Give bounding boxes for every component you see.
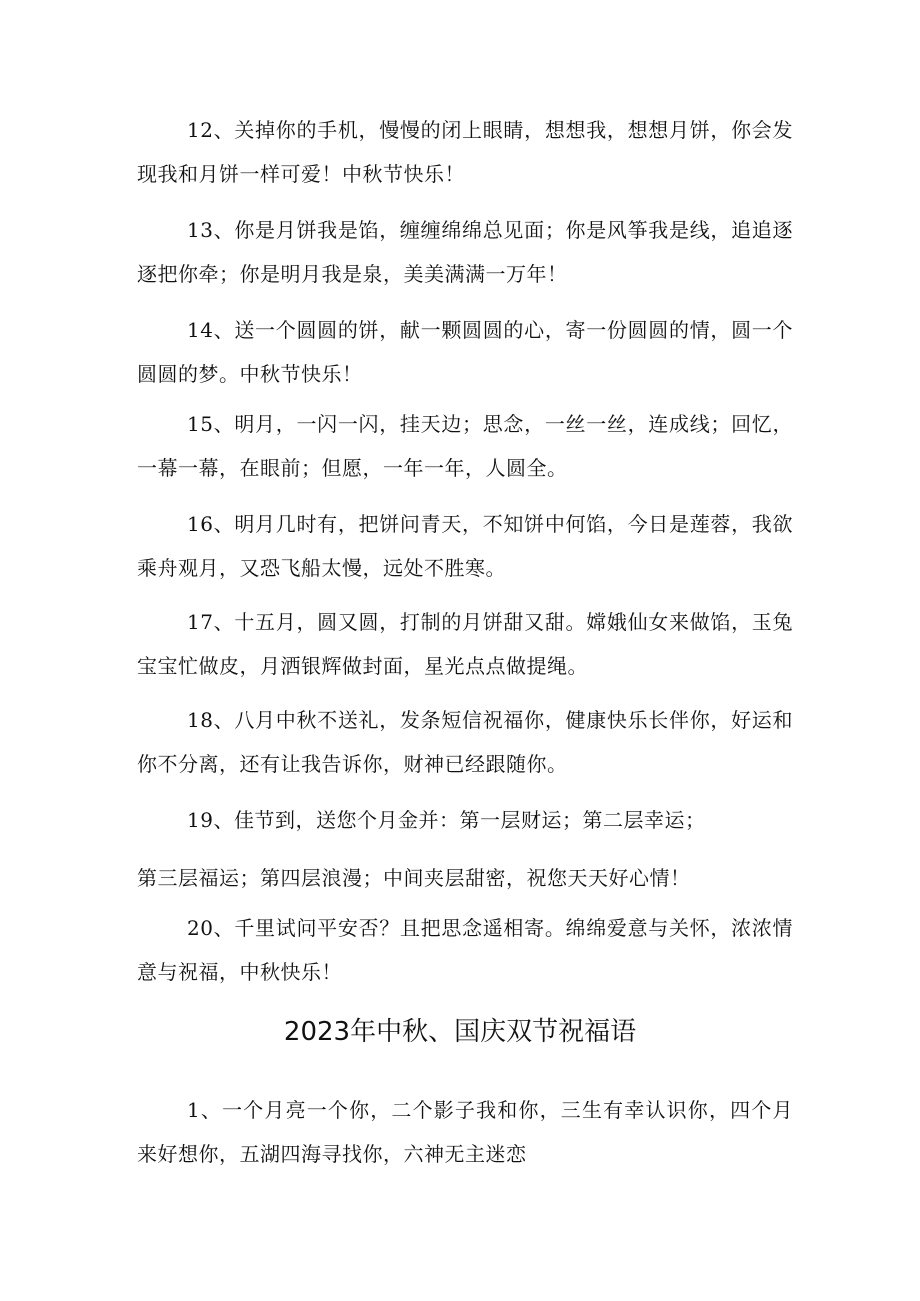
- paragraph-14: 14、送一个圆圆的饼，献一颗圆圆的心，寄一份圆圆的情，圆一个圆圆的梦。中秋节快乐！: [137, 318, 793, 386]
- section-paragraph-1: 1、一个月亮一个你，二个影子我和你，三生有幸认识你，四个月来好想你，五湖四海寻找你，六神无主迷恋: [137, 1098, 793, 1166]
- paragraph-12: 12、关掉你的手机，慢慢的闭上眼睛，想想我，想想月饼，你会发现我和月饼一样可爱！中秋节快乐！: [137, 118, 793, 186]
- paragraph-20: 20、千里试问平安否？且把思念遥相寄。绵绵爱意与关怀，浓浓情意与祝福，中秋快乐！: [137, 916, 793, 984]
- paragraph-16: 16、明月几时有，把饼问青天，不知饼中何馅，今日是莲蓉，我欲乘舟观月，又恐飞船太慢，远处不胜寒。: [137, 512, 793, 580]
- paragraph-19-line-1: 19、佳节到，送您个月金并：第一层财运；第二层幸运；: [187, 808, 706, 832]
- paragraph-19-line-2: 第三层福运；第四层浪漫；中间夹层甜密，祝您天天好心情！: [137, 866, 691, 890]
- paragraph-13: 13、你是月饼我是馅，缠缠绵绵总见面；你是风筝我是线，追追逐逐把你牵；你是明月我是泉，美美满满一万年！: [137, 218, 793, 286]
- paragraph-15: 15、明月，一闪一闪，挂天边；思念，一丝一丝，连成线；回忆，一幕一幕，在眼前；但愿，一年一年，人圆全。: [137, 412, 793, 480]
- paragraph-18: 18、八月中秋不送礼，发条短信祝福你，健康快乐长伴你，好运和你不分离，还有让我告诉你，财神已经跟随你。: [137, 708, 793, 776]
- section-heading: 2023年中秋、国庆双节祝福语: [283, 1017, 637, 1047]
- paragraph-17: 17、十五月，圆又圆，打制的月饼甜又甜。嫦娥仙女来做馅，玉兔宝宝忙做皮，月洒银辉做封面，星光点点做提绳。: [137, 610, 793, 678]
